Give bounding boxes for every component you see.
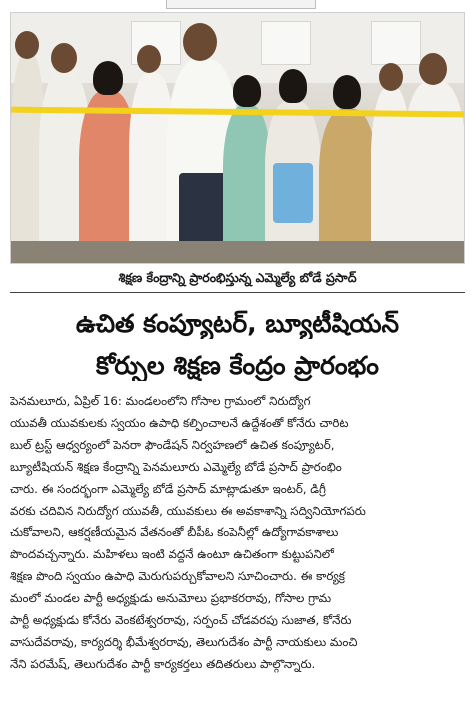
photo-window [371, 21, 421, 65]
photo-person-head [93, 61, 123, 95]
article-line: నేని పరమేష్, తెలుగుదేశం పార్టీ కార్యకర్తలు తదితరులు పాల్గొన్నారు. [10, 656, 316, 671]
photo-floor [11, 241, 464, 263]
article-line: పార్టీ అధ్యక్షుడు కోనేరు వెంకటేశ్వరరావు, సర్పంచ్ చోడవరపు సుజాత, కోనేరు [10, 613, 352, 628]
photo-person [223, 105, 271, 263]
article-line: వాసుదేవరావు, కార్యదర్శి భీమేశ్వరరావు, తెలుగుదేశం పార్టీ నాయకులు మంచి [10, 634, 358, 649]
divider [10, 292, 465, 293]
article-line: చుకోవాలని, ఆకర్షణీయమైన వేతనంతో బీపీఓ కంపెనీల్లో ఉద్యోగావకాశాలు [10, 525, 339, 540]
article-line: యువతీ యువకులకు స్వయం ఉపాధి కల్పించాలనే ఉద్దేశంతో కోనేరు చారిట [10, 415, 349, 430]
top-tab [166, 0, 316, 9]
photo-person-head [15, 31, 39, 59]
photo-person-head [233, 75, 261, 107]
article-line: బ్యూటీషియన్ శిక్షణ కేంద్రాన్ని పెనమలూరు ఎమ్మెల్యే బోడే ప్రసాద్ ప్రారంభిం [10, 459, 342, 474]
headline-line-2: కోర్సుల శిక్షణ కేంద్రం ప్రారంభం [96, 351, 379, 380]
photo-person-head [137, 45, 161, 73]
photo-person-head [279, 69, 307, 103]
photo-person-head [51, 43, 77, 73]
article-body [10, 391, 465, 696]
article-line: పెనమలూరు, ఏప్రిల్ 16: మండలంలోని గోసాల గ్రామంలో నిరుద్యోగ [10, 394, 311, 408]
photo-person-head [379, 63, 403, 91]
photo-window [261, 21, 311, 65]
news-photo [10, 12, 465, 264]
photo-person-head [333, 75, 361, 109]
photo-person-head [419, 53, 447, 85]
photo-person [403, 81, 465, 264]
headline-line-1: ఉచిత కంప్యూటర్, బ్యూటీషియన్ [75, 309, 400, 338]
article-line: మంలో మండల పార్టీ అధ్యక్షుడు అనుమోలు ప్రభాకరరావు, గోసాల గ్రామ [10, 591, 332, 606]
article-line: వరకు చదివిన నిరుద్యోగ యువతీ, యువకులు ఈ అవకాశాన్ని సద్వినియోగపరు [10, 503, 366, 518]
article-line: బుల్ ట్రస్ట్ ఆధ్వర్యంలో పెనరా ఫౌండేషన్ నిర్వహణలో ఉచిత కంప్యూటర్, [10, 437, 335, 452]
article-line: పొందవచ్చన్నారు. మహిళలు ఇంటి వద్దనే ఉంటూ ఉచితంగా కుట్టుపనిలో [10, 547, 334, 562]
article-line: శిక్షణ పొంది స్వయం ఉపాధి మెరుగుపర్చుకోవాలని సూచించారు. ఈ కార్యక్ర [10, 569, 345, 584]
article-line: చారు. ఈ సందర్భంగా ఎమ్మెల్యే బోడే ప్రసాద్ మాట్లాడుతూ ఇంటర్, డిగ్రీ [10, 481, 326, 496]
photo-person-skirt [273, 163, 313, 223]
photo-person-head [183, 23, 217, 61]
photo-caption: శిక్షణ కేంద్రాన్ని ప్రారంభిస్తున్న ఎమ్మెల్యే బోడే ప్రసాద్ [118, 270, 357, 285]
top-strip [0, 0, 471, 12]
